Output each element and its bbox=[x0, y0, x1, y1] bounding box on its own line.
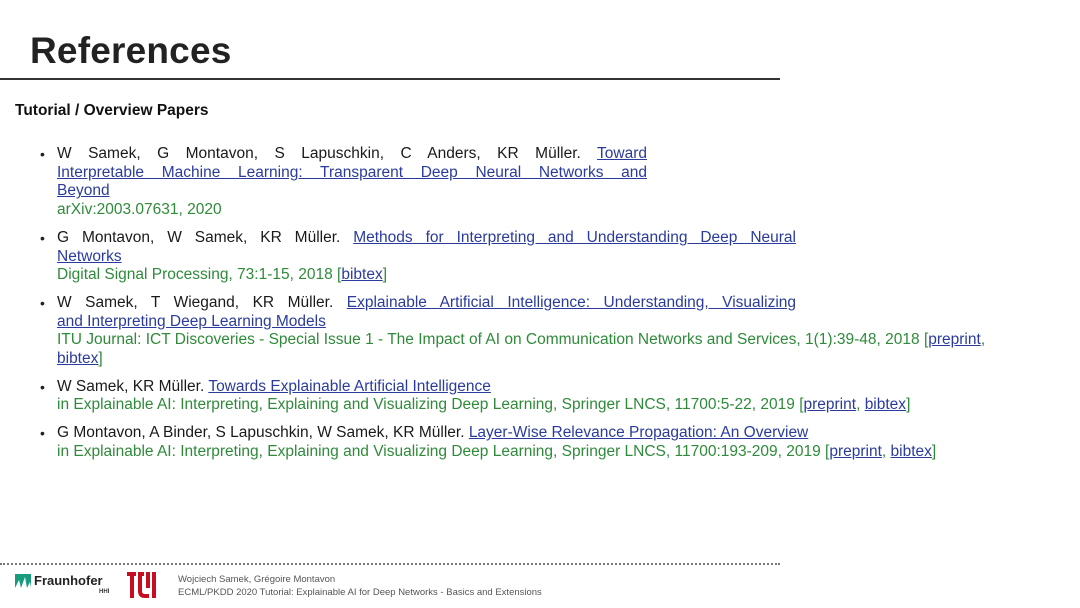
reference-line bbox=[57, 164, 647, 183]
footer-authors: Wojciech Samek, Grégoire Montavon bbox=[178, 574, 336, 585]
venue-text: in Explainable AI: Interpreting, Explaining and Visualizing Deep Learning, Springer LNCS, 11700:5-22, 2019 [ bbox=[57, 396, 804, 414]
reference-authors: G Montavon, A Binder, S Lapuschkin, W Samek, KR Müller. bbox=[57, 424, 469, 442]
paper-link[interactable]: Beyond bbox=[57, 182, 110, 200]
footer-divider bbox=[0, 563, 780, 565]
reference-item bbox=[40, 424, 1076, 461]
venue-text: in Explainable AI: Interpreting, Explaining and Visualizing Deep Learning, Springer LNCS, 11700:193-209, 2019 [ bbox=[57, 442, 830, 460]
reference-authors: W Samek, T Wiegand, KR Müller. bbox=[57, 293, 347, 311]
reference-line bbox=[57, 294, 796, 313]
footer-event: ECML/PKDD 2020 Tutorial: Explainable AI for Deep Networks - Basics and Extensions bbox=[178, 587, 542, 598]
title-divider bbox=[0, 78, 780, 80]
tu-berlin-logo-icon bbox=[125, 570, 161, 602]
slide-title: References bbox=[30, 30, 232, 71]
reference-venue bbox=[57, 396, 1076, 415]
reference-venue bbox=[57, 331, 1076, 350]
reference-venue: arXiv:2003.07631, 2020 bbox=[57, 201, 222, 219]
reference-venue bbox=[57, 266, 1076, 285]
bibtex-link[interactable]: bibtex bbox=[57, 350, 99, 368]
paper-link[interactable]: Methods for Interpreting and Understanding Deep Neural bbox=[353, 228, 796, 246]
bullet-icon: • bbox=[40, 146, 45, 162]
preprint-link[interactable]: preprint bbox=[803, 396, 857, 414]
fraunhofer-logo-text: Fraunhofer bbox=[34, 573, 103, 588]
reference-venue bbox=[57, 443, 1076, 462]
bibtex-link[interactable]: bibtex bbox=[341, 266, 383, 284]
reference-authors: G Montavon, W Samek, KR Müller. bbox=[57, 228, 354, 246]
footer-caption bbox=[178, 573, 542, 599]
reference-line bbox=[57, 248, 1076, 267]
paper-link[interactable]: Layer-Wise Relevance Propagation: An Overview bbox=[468, 424, 809, 442]
paper-link[interactable]: Networks bbox=[57, 247, 122, 265]
paper-link[interactable]: Interpretable Machine Learning: Transparent Deep Neural Networks and bbox=[57, 163, 647, 181]
reference-line bbox=[57, 182, 1076, 201]
reference-line bbox=[57, 378, 1076, 397]
bullet-icon: • bbox=[40, 378, 45, 395]
fraunhofer-mark-icon bbox=[15, 574, 31, 588]
paper-link[interactable]: Towards Explainable Artificial Intelligence bbox=[208, 377, 491, 395]
venue-separator: , bbox=[856, 396, 865, 414]
reference-authors: W Samek, G Montavon, S Lapuschkin, C Anders, KR Müller. bbox=[57, 145, 598, 162]
preprint-link[interactable]: preprint bbox=[829, 442, 882, 460]
paper-link[interactable]: Explainable Artificial Intelligence: Understanding, Visualizing bbox=[346, 293, 796, 311]
bibtex-link[interactable]: bibtex bbox=[864, 396, 907, 414]
venue-separator: , bbox=[980, 331, 986, 349]
section-heading: Tutorial / Overview Papers bbox=[15, 102, 209, 119]
bullet-icon: • bbox=[40, 294, 45, 311]
reference-venue bbox=[57, 350, 1076, 369]
fraunhofer-logo bbox=[15, 572, 115, 600]
reference-line bbox=[57, 313, 1076, 332]
bibtex-link[interactable]: bibtex bbox=[890, 442, 932, 460]
venue-text: ITU Journal: ICT Discoveries - Special Issue 1 - The Impact of AI on Communication Networks and Services, 1(1):39-48, 2018 [ bbox=[57, 331, 929, 349]
preprint-link[interactable]: preprint bbox=[928, 331, 981, 349]
venue-bracket: ] bbox=[931, 442, 937, 460]
reference-item bbox=[40, 378, 1076, 415]
fraunhofer-logo-subtext: HHI bbox=[99, 589, 110, 595]
venue-text: Digital Signal Processing, 73:1-15, 2018 [ bbox=[57, 266, 342, 284]
reference-line bbox=[57, 145, 647, 164]
reference-item bbox=[40, 145, 1076, 220]
bullet-icon: • bbox=[40, 229, 45, 246]
reference-line bbox=[57, 229, 796, 248]
venue-bracket: ] bbox=[98, 350, 103, 368]
venue-bracket: ] bbox=[382, 266, 388, 284]
bullet-icon: • bbox=[40, 425, 45, 442]
paper-link[interactable]: and Interpreting Deep Learning Models bbox=[57, 312, 326, 330]
reference-line bbox=[57, 424, 1076, 443]
reference-list bbox=[40, 145, 1076, 462]
reference-item bbox=[40, 294, 1076, 369]
reference-item bbox=[40, 229, 1076, 285]
venue-bracket: ] bbox=[906, 396, 911, 414]
venue-separator: , bbox=[881, 442, 891, 460]
reference-authors: W Samek, KR Müller. bbox=[57, 377, 209, 395]
paper-link[interactable]: Toward bbox=[597, 145, 647, 162]
